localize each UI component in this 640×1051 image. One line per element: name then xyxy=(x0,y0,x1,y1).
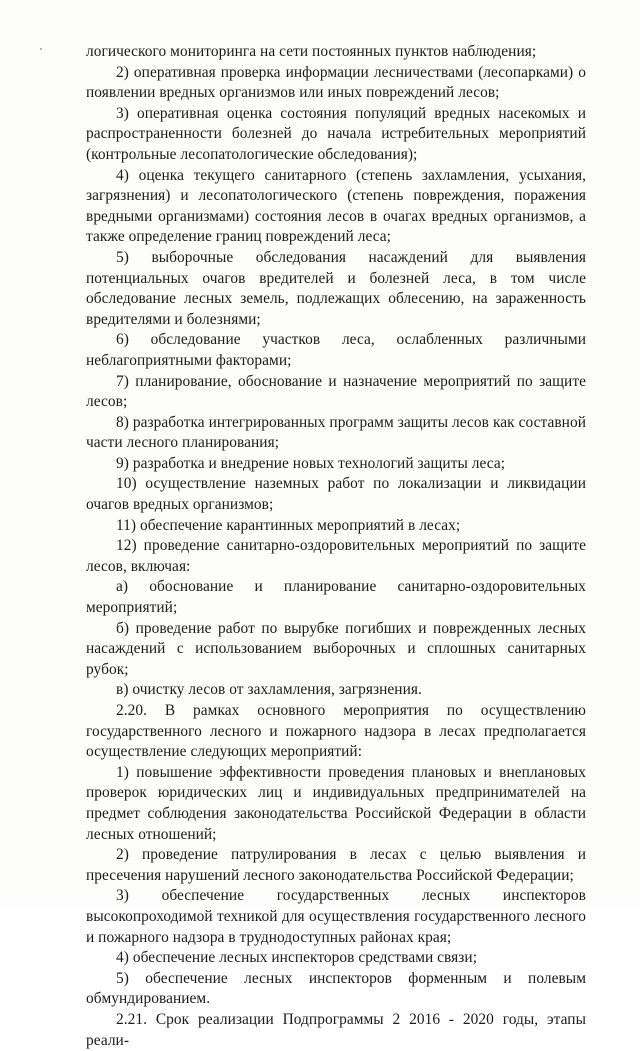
list-item-5: 5) выборочные обследования насаждений для выявления потенциальных очагов вредителей и болезней леса, в том числе обследование лесных земель, подлежащих облесению, на зараженность вредителями и болезнями; xyxy=(86,248,586,328)
list-item-4: 4) оценка текущего санитарного (степень захламления, усыхания, загрязнения) и лесопатологического (степень повреждения, поражения вредными организмами) состояния лесов в очагах вредных организмов, а также определение границ повреждений леса; xyxy=(86,166,586,246)
list-item-1: 1) повышение эффективности проведения плановых и внеплановых проверок юридических лиц и индивидуальных предпринимателей на предмет соблюдения законодательства Российской Федерации в области лесных отношений; xyxy=(86,763,586,843)
list-item-2: 2) оперативная проверка информации лесничествами (лесопарками) о появлении вредных организмов или иных повреждений лесов; xyxy=(86,63,586,102)
list-item-3: 3) оперативная оценка состояния популяций вредных насекомых и распространенности болезней до начала истребительных мероприятий (контрольные лесопатологические обследования); xyxy=(86,104,586,163)
list-item-8: 8) разработка интегрированных программ защиты лесов как составной части лесного планирования; xyxy=(86,413,586,452)
sub-item-a: а) обоснование и планирование санитарно-оздоровительных мероприятий; xyxy=(86,578,586,617)
sub-item-v: в) очистку лесов от захламления, загрязнения. xyxy=(116,681,422,699)
paragraph-continuation: логического мониторинга на сети постоянных пунктов наблюдения; xyxy=(86,43,537,60)
list-item-3: 3) обеспечение государственных лесных инспекторов высокопроходимой техникой для осуществления государственного лесного и пожарного надзора в труднодоступных районах края; xyxy=(86,887,586,946)
list-item-9: 9) разработка и внедрение новых технологий защиты леса; xyxy=(116,454,506,472)
list-item-4: 4) обеспечение лесных инспекторов средствами связи; xyxy=(116,949,478,967)
sub-item-b: б) проведение работ по вырубке погибших и поврежденных лесных насаждений с использованием выборочных и сплошных санитарных рубок; xyxy=(86,619,586,678)
list-item-6: 6) обследование участков леса, ослабленных различными неблагоприятными факторами; xyxy=(86,331,586,369)
list-item-5: 5) обеспечение лесных инспекторов форменным и полевым обмундированием. xyxy=(86,969,586,1008)
scan-speck xyxy=(40,48,42,50)
document-body xyxy=(86,42,586,1051)
list-item-11: 11) обеспечение карантинных мероприятий в лесах; xyxy=(116,516,461,534)
list-item-10: 10) осуществление наземных работ по локализации и ликвидации очагов вредных организмов; xyxy=(86,475,586,514)
list-item-12: 12) проведение санитарно-оздоровительных мероприятий по защите лесов, включая: xyxy=(86,537,586,575)
section-2-20: 2.20. В рамках основного мероприятия по осуществлению государственного лесного и пожарного надзора в лесах предполагается осуществление следующих мероприятий: xyxy=(86,702,586,761)
section-2-21: 2.21. Срок реализации Подпрограммы 2 2016 - 2020 годы, этапы реали- xyxy=(86,1010,586,1049)
list-item-2: 2) проведение патрулирования в лесах с целью выявления и пресечения нарушений лесного законодательства Российской Федерации; xyxy=(86,846,586,884)
list-item-7: 7) планирование, обоснование и назначение мероприятий по защите лесов; xyxy=(86,372,586,411)
